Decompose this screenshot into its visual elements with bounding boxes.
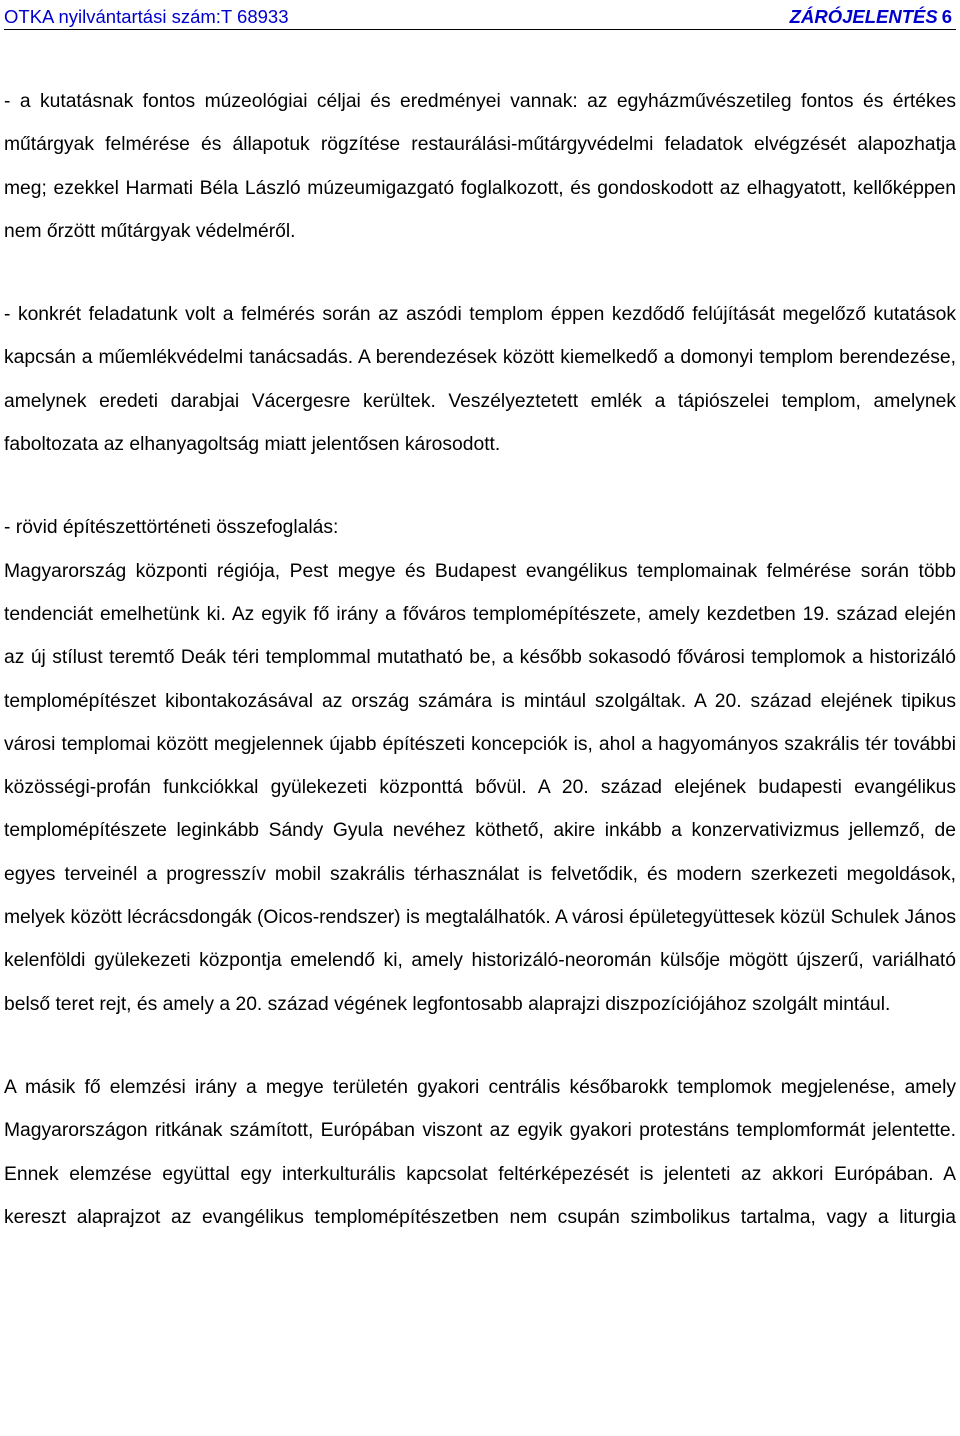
project-registration-number: OTKA nyilvántartási szám:T 68933 (4, 6, 289, 27)
page-header (4, 2, 952, 28)
report-title-text: ZÁRÓJELENTÉS (789, 6, 938, 27)
report-title (790, 6, 952, 28)
paragraph-central-churches: A másik fő elemzési irány a megye területén gyakori centrális későbarokk templomok megjelenése, amely Magyarországon ritkának számított, Európában viszont az egyik gyakori protestáns templomformát jelentette. Ennek elemzése együttal egy interkulturális kapcsolat feltérképezését is jelenteti az akkori Európában. A kereszt alaprajzot az evangélikus templomépítészetben nem csupán szimbolikus tartalma, vagy a liturgia (4, 1076, 956, 1228)
header-divider (4, 29, 956, 30)
document-body (4, 80, 956, 1239)
page-number: 6 (941, 6, 952, 27)
paragraph-concrete-tasks: - konkrét feladatunk volt a felmérés során az aszódi templom éppen kezdődő felújítását megelőző kutatások kapcsán a műemlékvédelmi tanácsadás. A berendezések között kiemelkedő a domonyi templom berendezése, amelynek eredeti darabjai Vácergesre kerültek. Veszélyeztetett emlék a tápiószelei templom, amelynek faboltozata az elhanyagoltság miatt jelentősen károsodott. (4, 304, 956, 456)
paragraph-museological-goals: - a kutatásnak fontos múzeológiai céljai és eredményei vannak: az egyházművészetileg fontos és értékes műtárgyak felmérése és állapotuk rögzítése restaurálási-műtárgyvédelmi feladatok elvégzését alapozhatja meg; ezekkel Harmati Béla László múzeumigazgató foglalkozott, és gondoskodott az elhagyatott, kellőképpen nem őrzött műtárgyak védelméről. (4, 91, 956, 242)
paragraph-architectural-summary: - rövid építészettörténeti összefoglalás: Magyarország központi régiója, Pest megye és Budapest evangélikus templomainak felmérése során több tendenciát emelhetünk ki. Az egyik fő irány a főváros templomépítészete, amely kezdetben 19. század elején az új stílust teremtő Deák téri templommal mutatható be, a később sokasodó fővárosi templomok a historizáló templomépítészet kibontakozásával az ország számára is mintául szolgáltak. A 20. század elejének tipikus városi templomai között megjelennek újabb építészeti koncepciók is, ahol a hagyományos szakrális tér további közösségi-profán funkciókkal gyülekezeti központtá bővül. A 20. század elejének budapesti evangélikus templomépítészete leginkább Sándy Gyula nevéhez köthető, akire inkább a konzervativizmus jellemző, de egyes terveinél a progresszív mobil szakrális térhasználat is felvetődik, és modern szerkezeti megoldások, melyek között lécrácsdongák (Oicos-rendszer) is megtalálhatók. A városi épületegyüttesek közül Schulek János kelenföldi gyülekezeti központja emelendő ki, amely historizáló-neoromán külsője mögött újszerű, variálható belső teret rejt, és amely a 20. század végének legfontosabb alaprajzi diszpozíciójához szolgált mintául. (4, 517, 956, 1015)
